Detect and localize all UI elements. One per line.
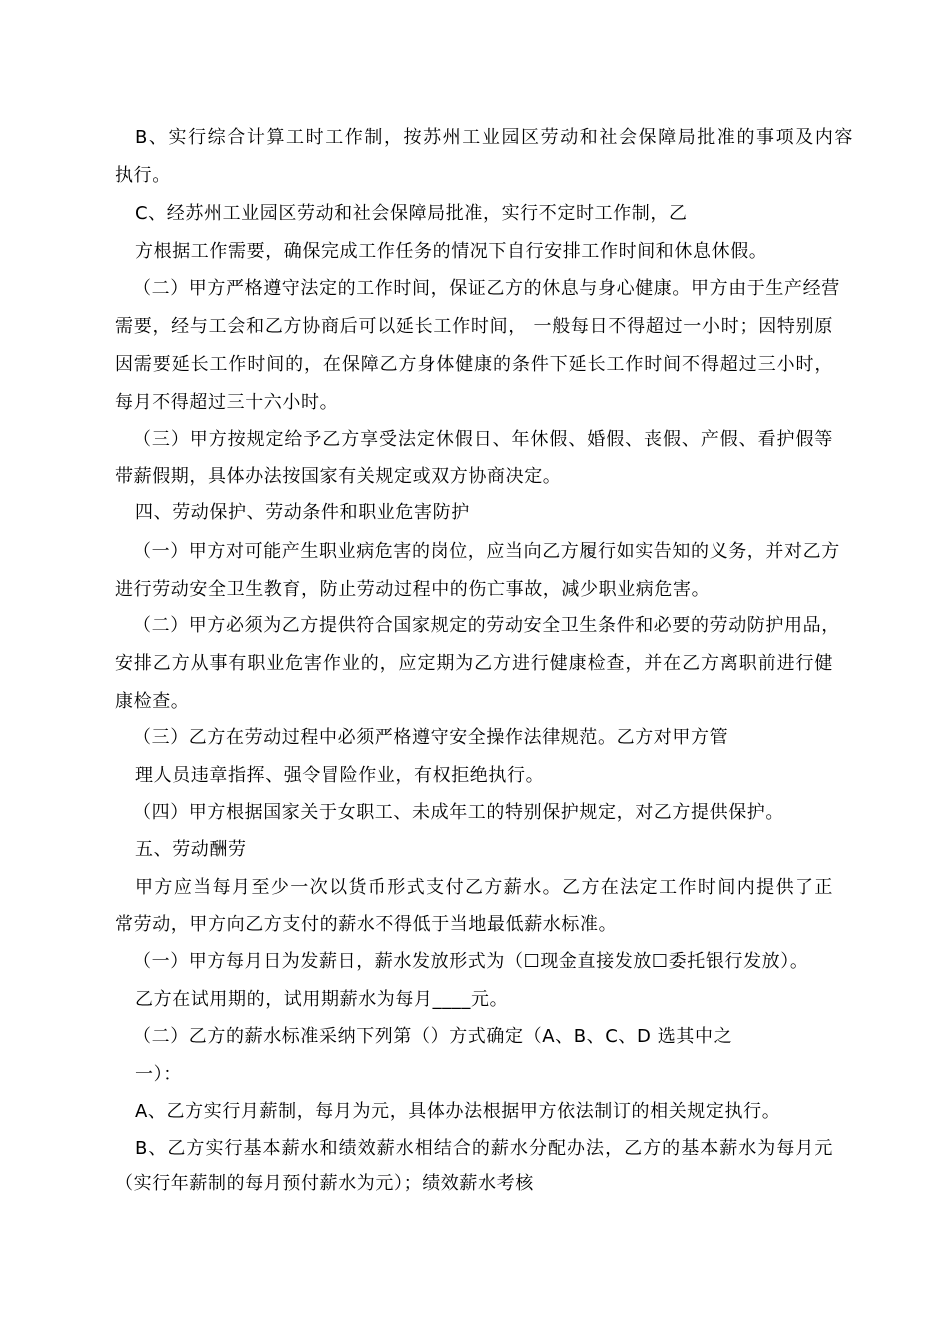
text-line: （三）甲方按规定给予乙方享受法定休假日、年休假、婚假、丧假、产假、看护假等	[133, 429, 833, 450]
text-line: （二）甲方必须为乙方提供符合国家规定的劳动安全卫生条件和必要的劳动防护用品，	[133, 615, 840, 636]
text-line: 理人员违章指挥、强令冒险作业，有权拒绝执行。	[135, 765, 545, 786]
text-line: （三）乙方在劳动过程中必须严格遵守安全操作法律规范。乙方对甲方管	[133, 727, 729, 748]
text-line: B、乙方实行基本薪水和绩效薪水相结合的薪水分配办法，乙方的基本薪水为每月元	[135, 1138, 833, 1159]
text-line: （一）甲方对可能产生职业病危害的岗位，应当向乙方履行如实告知的义务，并对乙方	[133, 541, 840, 562]
text-line: 带薪假期，具体办法按国家有关规定或双方协商决定。	[115, 466, 562, 487]
text-line: 乙方在试用期的，试用期薪水为每月____元。	[135, 989, 509, 1010]
text-line: C、经苏州工业园区劳动和社会保障局批准，实行不定时工作制，乙	[135, 203, 688, 224]
text-line: 进行劳动安全卫生教育，防止劳动过程中的伤亡事故，减少职业病危害。	[115, 579, 711, 600]
text-line: 一）：	[135, 1064, 182, 1085]
text-line: 需要，经与工会和乙方协商后可以延长工作时间， 一般每日不得超过一小时；因特别原	[115, 316, 833, 337]
text-line: （一）甲方每月日为发薪日，薪水发放形式为（☐现金直接发放☐委托银行发放）。	[133, 951, 809, 972]
text-line: （二）乙方的薪水标准采纳下列第（）方式确定（A、B、C、D 选其中之	[133, 1026, 733, 1047]
text-line: 康检查。	[115, 691, 190, 712]
text-line: （实行年薪制的每月预付薪水为元）；绩效薪水考核	[115, 1173, 534, 1194]
section-heading: 五、劳动酬劳	[135, 839, 247, 860]
text-line: 安排乙方从事有职业危害作业的，应定期为乙方进行健康检查，并在乙方离职前进行健	[115, 653, 833, 674]
text-line: 甲方应当每月至少一次以货币形式支付乙方薪水。乙方在法定工作时间内提供了正	[135, 877, 833, 898]
text-line: （四）甲方根据国家关于女职工、未成年工的特别保护规定，对乙方提供保护。	[133, 802, 784, 823]
text-line: 常劳动，甲方向乙方支付的薪水不得低于当地最低薪水标准。	[115, 914, 618, 935]
text-line: 因需要延长工作时间的，在保障乙方身体健康的条件下延长工作时间不得超过三小时，	[115, 354, 833, 375]
text-line: B、实行综合计算工时工作制，按苏州工业园区劳动和社会保障局批准的事项及内容	[135, 127, 853, 148]
section-heading: 四、劳动保护、劳动条件和职业危害防护	[135, 502, 470, 523]
text-line: 方根据工作需要，确保完成工作任务的情况下自行安排工作时间和休息休假。	[135, 241, 768, 262]
text-line: 每月不得超过三十六小时。	[115, 392, 339, 413]
text-line: （二）甲方严格遵守法定的工作时间，保证乙方的休息与身心健康。甲方由于生产经营	[133, 278, 840, 299]
text-line: A、乙方实行月薪制，每月为元，具体办法根据甲方依法制订的相关规定执行。	[135, 1101, 781, 1122]
text-line: 执行。	[115, 165, 171, 186]
